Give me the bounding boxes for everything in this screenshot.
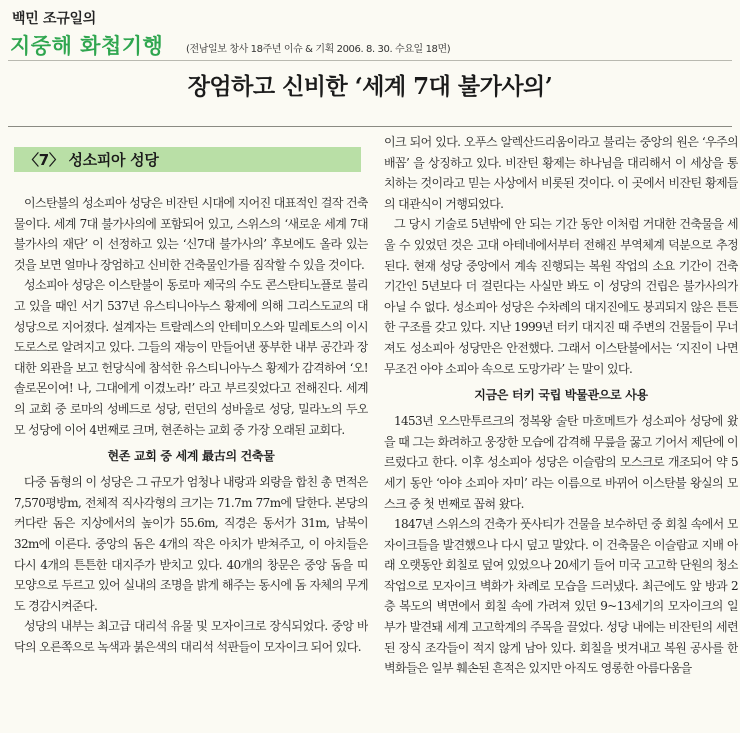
subheading: 현존 교회 중 세계 最古의 건축물 (107, 449, 275, 464)
author-name: 백민 조규일의 (12, 11, 96, 27)
title-divider (8, 126, 732, 127)
paragraph: 성당의 내부는 최고급 대리석 유물 및 모자이크로 장식되었다. 중앙 바닥의 오른쪽으로 녹색과 붉은색의 대리석 석판들이 모자이크 되어 있다. (14, 619, 368, 654)
series-title: 지중해 화첩기행 (10, 34, 164, 58)
paragraph: 그 당시 기술로 5년밖에 안 되는 기간 동안 이처럼 거대한 건축물을 세울 수 있었던 것은 고대 아테네에서부터 전해진 부역체계 덕분으로 추정된다. 현재 성당 중앙에서 계속 진행되는 복원 작업의 소요 기간이 건축 기간인 5년보다 더 걸린다는 사실만 봐도 이 성당의 건립은 불가사의가 아닐 수 없다. 성소피아 성당은 수차례의 대지진에도 붕괴되지 않은 튼튼한 구조를 갖고 있다. 지난 1999년 터키 대지진 때 주변의 건물들이 무너져도 성소피아 성당만은 안전했다. 그래서 이스탄불에서는 ‘지진이 나면 무조건 아야 소피아 속으로 도망가라’ 는 말이 있다. (384, 217, 738, 376)
right-column (384, 132, 738, 733)
paragraph: 1847년 스위스의 건축가 풋사티가 건물을 보수하던 중 회칠 속에서 모자이크들을 발견했으나 다시 덮고 말았다. 이 건축물은 이슬람교 지배 아래 오랫동안 회칠로 덮여 있었으나 20세기 들어 미국 고고학 단원의 청소작업으로 모자이크 벽화가 차례로 모습을 드러냈다. 최근에도 앞 방과 2층 복도의 벽면에서 회칠 속에 가려져 있던 9~13세기의 모자이크의 일부가 발견돼 세계 고고학계의 주목을 끌었다. 성당 내에는 비잔틴의 세련된 장식 조각들이 적지 않게 남아 있다. 회칠을 벗겨내고 복원 공사를 한 벽화들은 일부 훼손된 흔적은 있지만 아직도 영롱한 아름다움을 (384, 517, 738, 676)
paragraph: 이크 되어 있다. 오푸스 알렉산드리움이라고 불리는 중앙의 원은 ‘우주의 배꼽’ 을 상징하고 있다. 비잔틴 황제는 하나님을 대리해서 이 세상을 통치하는 것이라고 믿는 사상에서 비롯된 것이다. 이 곳에서 비잔틴 황제들의 대관식이 거행되었다. (384, 135, 738, 211)
paragraph: 성소피아 성당은 이스탄불이 동로마 제국의 수도 콘스탄티노플로 불리고 있을 때인 서기 537년 유스티니아누스 황제에 의해 그리스도교의 대성당으로 지어졌다. 설계자는 트랄레스의 안테미오스와 밀레토스의 이시도로스로 알려지고 있다. 그들의 재능이 만들어낸 풍부한 내부 공간과 장대한 외관을 보고 헌당식에 참석한 유스티니아누스 황제가 감격하여 ‘오! 솔로몬이여! 나, 그대에게 이겼노라!’ 라고 부르짖었다고 전해진다. 세계의 교회 중 로마의 성베드로 성당, 런던의 성바울로 성당, 밀라노의 두오모 성당에 이어 4번째로 크며, 현존하는 교회 중 가장 오래된 교회다. (14, 278, 368, 437)
section-heading-bar (14, 147, 361, 172)
subheading: 지금은 터키 국립 박물관으로 사용 (474, 388, 648, 403)
paragraph: 1453년 오스만투르크의 정복왕 술탄 마흐메트가 성소피아 성당에 왔을 때 그는 화려하고 웅장한 모습에 감격해 무릎을 꿇고 기어서 제단에 이르렀다고 한다. 이후 성소피아 성당은 이슬람의 모스크로 개조되어 약 5세기 동안 ‘아야 소피아 자미’ 라는 이름으로 바뀌어 이스탄불 왕실의 모스크 중 첫 번째로 꼽혀 왔다. (384, 414, 738, 511)
header-divider (8, 60, 732, 61)
publication-info: (전남일보 창사 18주년 이슈 & 기획 2006. 8. 30. 수요일 18면) (186, 44, 451, 55)
paragraph: 다중 돔형의 이 성당은 그 규모가 엄청나 내랑과 외랑을 합친 총 면적은 7,570평방m, 전체적 직사각형의 크기는 71.7m 77m에 달한다. 본당의 커다란 돔은 지상에서의 높이가 55.6m, 직경은 동서가 31m, 남북이 32m에 이른다. 중앙의 돔은 4개의 작은 아치가 받쳐주고, 이 아치들은 다시 4개의 튼튼한 대지주가 받치고 있다. 40개의 창문은 중앙 돔을 띠 모양으로 두르고 있어 실내의 조명을 밝게 해주는 동시에 돔 자체의 무게도 경감시켜준다. (14, 475, 368, 613)
left-column (14, 193, 368, 733)
section-heading: 〈7〉 성소피아 성당 (24, 151, 159, 169)
paragraph: 이스탄불의 성소피아 성당은 비잔틴 시대에 지어진 대표적인 걸작 건축물이다. 세계 7대 불가사의에 포함되어 있고, 스위스의 ‘새로운 세계 7대 불가사의 재단’ 이 선정하고 있는 ‘신7대 불가사의’ 후보에도 올라 있는 것을 보면 얼마나 장엄하고 신비한 건축물인가를 짐작할 수 있을 것이다. (14, 196, 368, 272)
article-title: 장엄하고 신비한 ‘세계 7대 불가사의’ (187, 73, 553, 100)
series-header (8, 2, 732, 58)
